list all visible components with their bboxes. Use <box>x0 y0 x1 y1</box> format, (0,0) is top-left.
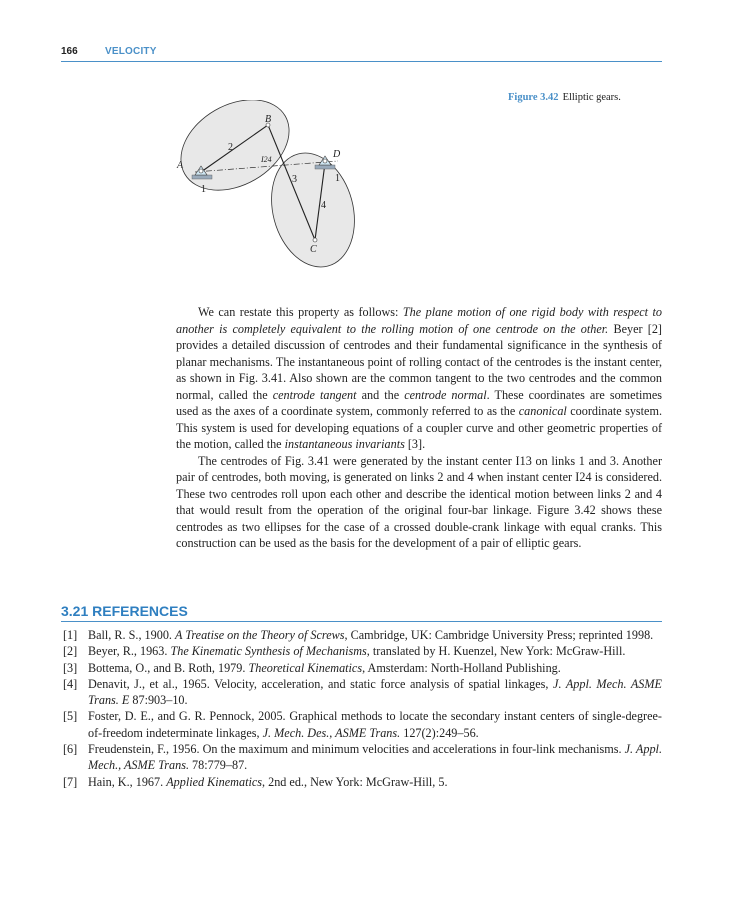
joint-c <box>313 238 317 242</box>
label-link-4: 4 <box>321 200 326 211</box>
reference-item: [2] Beyer, R., 1963. The Kinematic Synthesis of Mechanisms, translated by H. Kuenzel, New York: McGraw-Hill. <box>63 644 626 659</box>
label-c: C <box>310 244 317 255</box>
label-link-2: 2 <box>228 142 233 153</box>
reference-item: [1] Ball, R. S., 1900. A Treatise on the Theory of Screws, Cambridge, UK: Cambridge University Press; reprinted 1998. <box>63 628 654 642</box>
page-number: 166 <box>61 46 78 57</box>
section-title: 3.21 REFERENCES <box>61 603 188 619</box>
label-link-3: 3 <box>292 174 297 185</box>
figure-caption <box>508 92 621 103</box>
reference-item: [3] Bottema, O., and B. Roth, 1979. Theoretical Kinematics, Amsterdam: North-Holland Publishing. <box>63 660 561 675</box>
references-heading <box>61 603 662 622</box>
reference-item: [6] Freudenstein, F., 1956. On the maximum and minimum velocities and accelerations in four-link mechanisms. J. Appl. Mech., ASME Trans. 78:779–87. <box>63 742 662 773</box>
reference-item: [4] Denavit, J., et al., 1965. Velocity, acceleration, and static force analysis of spatial linkages, J. Appl. Mech. ASME Trans. E 87:903–10. <box>63 676 662 708</box>
elliptic-gears-figure <box>170 100 380 270</box>
label-b: B <box>265 114 272 125</box>
label-link-1-right: 1 <box>335 173 340 184</box>
figure-caption-text: Elliptic gears. <box>562 92 621 103</box>
figure-caption-label: Figure 3.42 <box>508 92 559 103</box>
label-i24: I24 <box>261 155 272 164</box>
label-link-1-left: 1 <box>201 184 206 195</box>
running-header <box>61 45 662 62</box>
body-text <box>176 304 662 552</box>
reference-item: [7] Hain, K., 1967. Applied Kinematics, 2nd ed., New York: McGraw-Hill, 5. <box>63 774 448 789</box>
label-d: D <box>333 149 341 160</box>
references-list <box>63 627 662 790</box>
paragraph-2: The centrodes of Fig. 3.41 were generated by the instant center I13 on links 1 and 3. Another pair of centrodes, both moving, is generated on links 2 and 4 when instant center I24 is considered. These two centrodes roll upon each other and describe the identical motion between links 2 and 4 that would result from the operation of the original four-bar linkage. Figure 3.42 shows these centrodes as two ellipses for the case of a crossed double-crank linkage with equal cranks. This construction can be used as the basis for the development of a pair of elliptic gears. <box>176 453 662 550</box>
reference-item: [5] Foster, D. E., and G. R. Pennock, 2005. Graphical methods to locate the secondary instant centers of single-degree-of-freedom indeterminate linkages, J. Mech. Des., ASME Trans. 127(2):249–56. <box>63 709 662 740</box>
running-section-title: VELOCITY <box>105 46 157 57</box>
paragraph-1: We can restate this property as follows: The plane motion of one rigid body with respect to another is completely equivalent to the rolling motion of one centrode on the other. Beyer [2] provides a detailed discussion of centrodes and their fundamental significance in the synthesis of planar mechanisms. The instantaneous point of rolling contact of the centrodes is the instant center, as shown in Fig. 3.41. Also shown are the common tangent to the two centrodes and the common normal, called the centrode tangent and the centrode normal. These coordinates are sometimes used as the axes of a coordinate system, commonly referred to as the canonical coordinate system. This system is used for developing equations of a coupler curve and other geometric properties of the motion, called the instantaneous invariants [3]. <box>176 305 662 451</box>
label-a: A <box>177 160 184 171</box>
